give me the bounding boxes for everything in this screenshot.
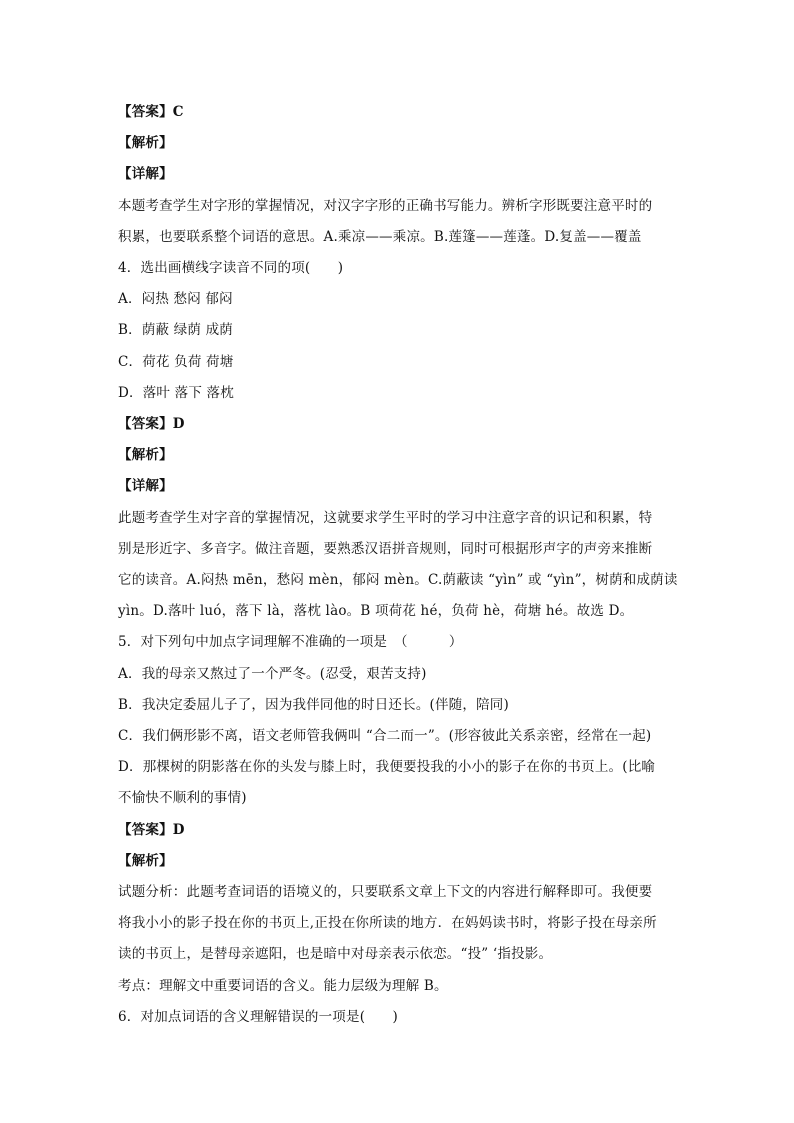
option-d-continued: 不愉快不顺利的事情) <box>118 790 247 806</box>
explanation-line: 它的读音。A.闷热 mēn，愁闷 mèn，郁闷 mèn。C.荫蔽读 “yìn” 或 “yìn”，树荫和成荫读 <box>118 572 678 588</box>
explanation-line: 读的书页上，是替母亲遮阳，也是暗中对母亲表示依恋。“投” ‘指投影。 <box>118 946 553 962</box>
answer-label: 【答案】D <box>118 416 185 432</box>
question-5: 5．对下列句中加点字词理解不准确的一项是 （ ） <box>118 634 463 650</box>
explanation-line: 试题分析：此题考查词语的语境义的，只要联系文章上下文的内容进行解释即可。我便要 <box>118 884 653 900</box>
question-4: 4．选出画横线字读音不同的项( ) <box>118 260 344 276</box>
option-b: B．荫蔽 绿荫 成荫 <box>118 322 234 338</box>
explanation-line: 将我小小的影子投在你的书页上,正投在你所读的地方．在妈妈读书时，将影子投在母亲所 <box>118 915 657 931</box>
option-c: C．荷花 负荷 荷塘 <box>118 354 234 370</box>
option-d: D．落叶 落下 落枕 <box>118 385 234 401</box>
key-point-line: 考点：理解文中重要词语的含义。能力层级为理解 B。 <box>118 978 448 994</box>
analysis-label: 【解析】 <box>118 135 173 151</box>
explanation-line: 本题考查学生对字形的掌握情况，对汉字字形的正确书写能力。辨析字形既要注意平时的 <box>118 198 653 214</box>
option-a: A．闷热 愁闷 郁闷 <box>118 291 233 307</box>
option-c: C．我们俩形影不离，语文老师管我俩叫 “合二而一”。(形容彼此关系亲密，经常在一起) <box>118 728 652 744</box>
question-6: 6．对加点词语的含义理解错误的一项是( ) <box>118 1009 399 1025</box>
answer-label: 【答案】C <box>118 104 184 120</box>
explanation-line: 积累，也要联系整个词语的意思。A.乘凉——乘凉。B.莲篷——莲蓬。D.复盖——覆盖 <box>118 229 642 245</box>
analysis-label: 【解析】 <box>118 447 173 463</box>
analysis-label: 【解析】 <box>118 853 173 869</box>
explanation-line: 此题考查学生对字音的掌握情况，这就要求学生平时的学习中注意字音的识记和积累，特 <box>118 510 653 526</box>
answer-label: 【答案】D <box>118 822 185 838</box>
option-a: A．我的母亲又熬过了一个严冬。(忍受，艰苦支持) <box>118 666 427 682</box>
detail-label: 【详解】 <box>118 166 173 182</box>
option-d: D．那棵树的阴影落在你的头发与膝上时，我便要投我的小小的影子在你的书页上。(比喻 <box>118 759 656 775</box>
detail-label: 【详解】 <box>118 478 173 494</box>
explanation-line: yìn。D.落叶 luó，落下 là，落枕 lào。B 项荷花 hé，负荷 hè，荷塘 hé。故选 D。 <box>118 603 634 619</box>
option-b: B．我决定委屈儿子了，因为我伴同他的时日还长。(伴随，陪同) <box>118 697 509 713</box>
explanation-line: 别是形近字、多音字。做注音题，要熟悉汉语拼音规则，同时可根据形声字的声旁来推断 <box>118 541 653 557</box>
